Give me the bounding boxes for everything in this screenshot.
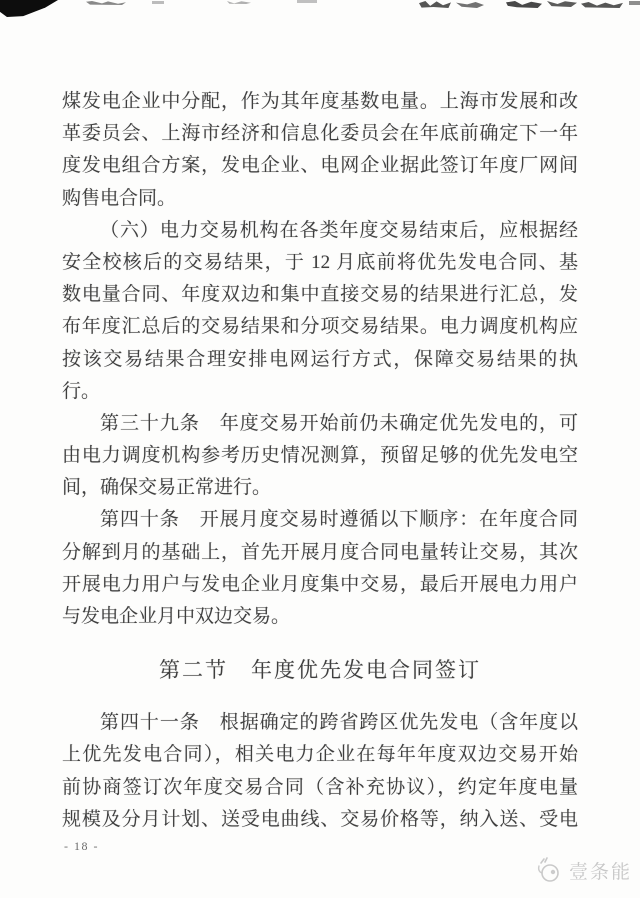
scan-artifact	[629, 1, 640, 5]
scan-artifact	[227, 1, 251, 4]
body-block-2	[62, 707, 578, 836]
scan-artifact	[581, 2, 623, 8]
watermark-text: 壹条能	[568, 861, 632, 883]
text-line: 第四十条 开展月度交易时遵循以下顺序：在年度合同	[100, 509, 578, 531]
scan-artifact	[152, 1, 164, 4]
text-line: 规模及分月计划、送受电曲线、交易价格等，纳入送、受电	[62, 808, 578, 830]
text-line: （六）电力交易机构在各类年度交易结束后，应根据经	[100, 219, 578, 241]
scan-artifact	[419, 1, 451, 8]
text-line: 度发电组合方案，发电企业、电网企业据此签订年度厂网间	[62, 155, 578, 177]
body-block-1	[62, 86, 578, 633]
scan-artifact	[86, 1, 126, 5]
text-line: 行。	[62, 380, 101, 402]
text-line: 按该交易结果合理安排电网运行方式，保障交易结果的执	[62, 348, 578, 370]
text-line: 布年度汇总后的交易结果和分项交易结果。电力调度机构应	[62, 316, 578, 338]
text-line: 第四十一条 根据确定的跨省跨区优先发电（含年度以	[100, 712, 578, 734]
scan-artifact	[547, 1, 577, 7]
scan-artifact	[456, 2, 484, 8]
text-line: 上优先发电合同），相关电力企业在每年年度双边交易开始	[62, 744, 578, 766]
scan-artifact	[506, 1, 542, 8]
text-line: 革委员会、上海市经济和信息化委员会在年底前确定下一年	[62, 123, 578, 145]
watermark	[535, 856, 632, 884]
text-line: 开展电力用户与发电企业月度集中交易，最后开展电力用户	[62, 573, 578, 595]
text-line: 分解到月的基础上，首先开展月度合同电量转让交易，其次	[62, 541, 578, 563]
section-heading: 第二节 年度优先发电合同签订	[159, 658, 481, 683]
text-line: 由电力调度机构参考历史情况测算，预留足够的优先发电空	[62, 445, 578, 467]
text-line: 购售电合同。	[62, 187, 177, 209]
text-line: 数电量合同、年度双边和集中直接交易的结果进行汇总，发	[62, 284, 578, 306]
scan-artifact	[0, 0, 58, 17]
text-line: 煤发电企业中分配，作为其年度基数电量。上海市发展和改	[62, 91, 578, 112]
text-line: 第三十九条 年度交易开始前仍未确定优先发电的，可	[100, 412, 578, 434]
document-body	[62, 86, 578, 836]
scan-artifact	[297, 0, 317, 3]
text-line: 安全校核后的交易结果，于 12 月底前将优先发电合同、基	[62, 251, 578, 273]
yitiaoneng-logo-icon	[535, 856, 565, 884]
page-number: - 18 -	[64, 839, 99, 853]
text-line: 与发电企业月中双边交易。	[62, 606, 291, 627]
text-line: 前协商签订次年度交易合同（含补充协议），约定年度电量	[62, 776, 578, 798]
text-line: 间，确保交易正常进行。	[62, 477, 272, 499]
